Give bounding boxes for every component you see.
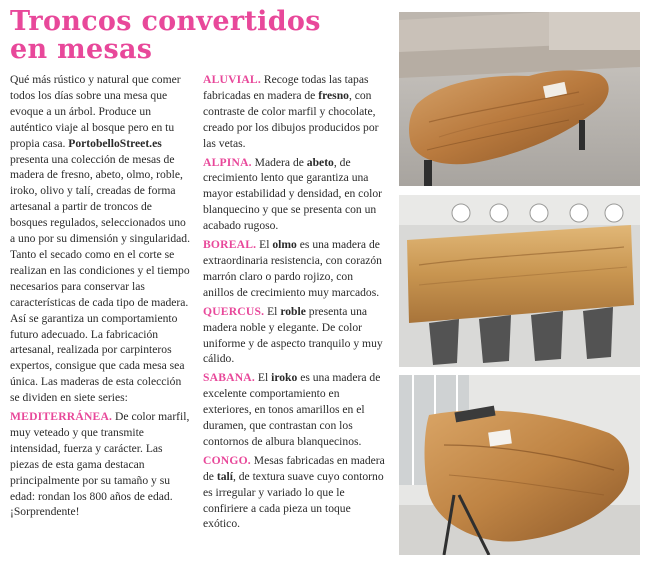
series-name: MEDITERRÁNEA.	[10, 410, 113, 424]
series-mediterranea: MEDITERRÁNEA. De color marfil, muy veteado y que transmite intensidad, fuerza y carácter. Las piezas de esta gama destacan principalmente por su tamaño y su edad: rondan los 800 años de edad. ¡Sorprendente!	[10, 410, 190, 519]
series-sabana: SABANA. El iroko es una madera de excelente comportamiento en exteriores, en tonos amarillos en el duramen, que contrastan con los contornos de albura blanquecinos.	[203, 371, 381, 448]
live-edge-coffee-table-photo	[399, 12, 640, 186]
series-name: QUERCUS.	[203, 304, 265, 318]
title-line-1: Troncos convertidos	[10, 6, 321, 37]
series-alpina: ALPINA. Madera de abeto, de crecimiento lento que garantiza una mayor estabilidad y densidad, en color blanquecino y que se presenta con un acabado rugoso.	[203, 155, 383, 233]
text-column-right	[203, 72, 386, 535]
series-boreal: BOREAL. El olmo es una madera de extraordinaria resistencia, con corazón marrón claro o pardo rojizo, con anillos de crecimiento muy marcados.	[203, 238, 382, 299]
brand-name: PortobelloStreet.es	[68, 136, 162, 150]
intro-paragraph: Qué más rústico y natural que comer todos los días sobre una mesa que evoque a un árbol. Produce un auténtico viaje al bosque pero en tu propia casa. PortobelloStreet.es presenta una colección de mesas de madera de fresno, abeto, olmo, roble, iroko, olivo y talí, creadas de forma artesanal a partir de troncos de bosques regulados, seleccionados uno a uno por su dimensión y singularidad. Tanto el secado como en el corte se realizan en las condiciones y el tiempo necesarios para conservar las características de cada tipo de madera. Así se garantiza un comportamiento futuro adecuado. La fabricación artesanal, realizada por carpinteros expertos, consigue que cada mesa sea única. Las maderas de esta colección se dividen en siete series:	[10, 73, 191, 405]
title-line-2: en mesas	[10, 34, 153, 65]
series-name: CONGO.	[203, 453, 251, 467]
article-title	[10, 8, 390, 64]
series-name: SABANA.	[203, 371, 255, 385]
series-quercus: QUERCUS. El roble presenta una madera noble y elegante. De color uniforme y de aspecto tranquilo y muy cálido.	[203, 304, 383, 366]
series-name: ALPINA.	[203, 155, 252, 169]
series-aluvial: ALUVIAL. Recoge todas las tapas fabricadas en madera de fresno, con contraste de color marfil y chocolate, creado por los dibujos producidos por las vetas.	[203, 73, 379, 150]
wood-dining-table-with-chairs-photo	[399, 195, 640, 367]
live-edge-desk-photo	[399, 375, 640, 555]
text-column-left	[10, 72, 192, 523]
series-name: BOREAL.	[203, 238, 257, 252]
series-congo: CONGO. Mesas fabricadas en madera de talí, de textura suave cuyo contorno es irregular y variado lo que le confiriere a cada pieza un toque exótico.	[203, 453, 385, 531]
series-name: ALUVIAL.	[203, 73, 261, 86]
